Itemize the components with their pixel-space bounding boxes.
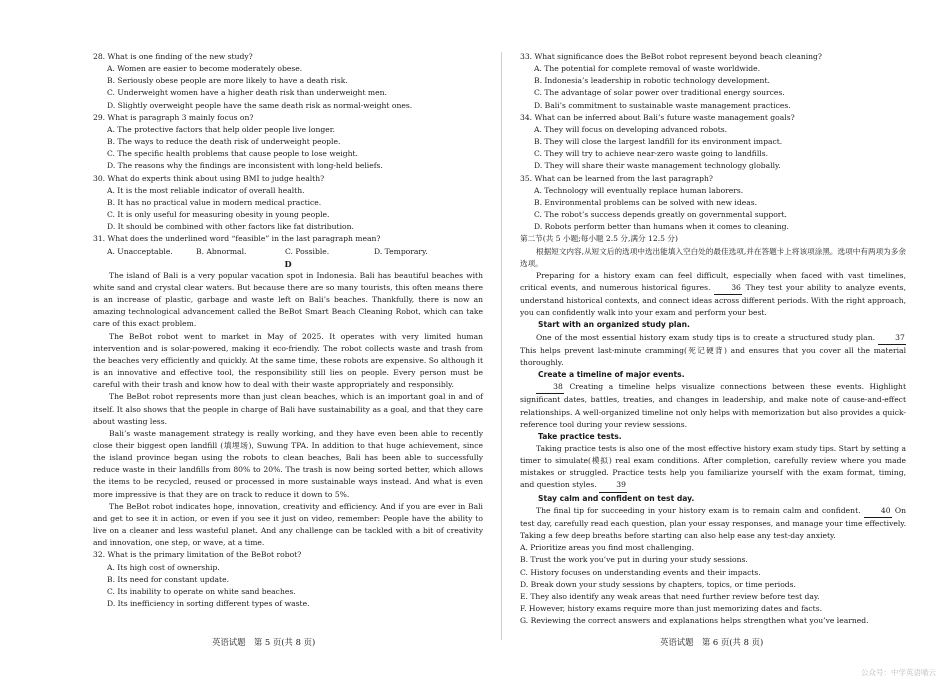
q29-option-b: B. The ways to reduce the death risk of underweight people.: [107, 137, 341, 147]
question-28-stem: 28. What is one finding of the new study?: [93, 52, 253, 61]
q35-option-c: C. The robot’s success depends greatly on governmental support.: [534, 210, 787, 220]
cloze-choice-g: G. Reviewing the correct answers and explanations helps strengthen what you’ve learned.: [520, 616, 869, 626]
q34-option-b: B. They will close the largest landfill for its environment impact.: [534, 137, 783, 147]
q28-option-c: C. Underweight women have a higher death risk than underweight men.: [107, 88, 387, 98]
cloze-p1-text-b: They test your ability to analyze events, understand historical contexts, and connect ideas across different periods. With the right approach, you can confidently walk into your exam and perform your best.: [520, 282, 906, 318]
cloze-p2-text-b: This helps prevent last-minute cramming(死记硬背) and ensures that you cover all the material thoroughly.: [520, 345, 906, 367]
cloze-choice-c: C. History focuses on understanding events and their impacts.: [520, 567, 761, 577]
section-2-instruction: 根据短文内容,从短文后的选项中选出能填入空白处的最佳选项,并在答题卡上将该项涂黑。选项中有两项为多余选项。: [520, 246, 906, 268]
q32-option-c: C. Its inability to operate on white sand beaches.: [107, 586, 296, 596]
right-column: [520, 51, 906, 627]
q31-option-a: A. Unacceptable.: [107, 246, 173, 256]
passage-d-paragraph-4: Bali’s waste management strategy is really working, and they have even been able to recently close their biggest open landfill (填埋场), Suwung TPA. In addition to that huge achievement, since the island province began using the robots to clean beaches, Bali has been able to successfully reduce waste in their landfills from 80% to 20%. The trash is now being sorted better, which allows the items to be recycled, reused or processed in more sustainable ways instead. And what is even more impressive is that they are on track to reduce it down to 5%.: [93, 428, 483, 499]
q29-option-d: D. The reasons why the findings are inconsistent with long-held beliefs.: [107, 161, 383, 171]
blank-39: 39: [599, 479, 627, 492]
passage-d-paragraph-3: The BeBot robot represents more than just clean beaches, which is an important goal in and of itself. It also shows that the people in charge of Bali have sustainability as a goal, and that they care about wasting less.: [93, 392, 483, 426]
q33-option-b: B. Indonesia’s leadership in robotic technology development.: [534, 76, 770, 86]
watermark: 公众号：中学英语喵云: [861, 668, 936, 677]
cloze-p3-text: Creating a timeline helps visualize connections between these events. Highlight significant dates, battles, treaties, and changes in leadership, and make note of cause-and-effect relationships. A well-organized timeline not only helps with memorization but also provides a quick-reference tool during your review sessions.: [520, 382, 906, 429]
question-30-stem: 30. What do experts think about using BMI to judge health?: [93, 173, 325, 183]
question-33-stem: 33. What significance does the BeBot robot represent beyond beach cleaning?: [520, 52, 822, 61]
column-divider: [501, 52, 502, 640]
q34-option-d: D. They will share their waste management technology globally.: [534, 161, 781, 171]
cloze-p4-text: Taking practice tests is also one of the most effective history exam study tips. Start by setting a timer to simulate(模拟) real exam conditions. After completion, carefully review where you made mistakes or struggled. Practice tests help you familiarize yourself with the exam format, timing, and question styles.: [520, 444, 906, 490]
cloze-heading-3: Take practice tests.: [538, 431, 622, 441]
left-column: [93, 51, 483, 610]
q28-option-b: B. Seriously obese people are more likely to have a death risk.: [107, 76, 348, 86]
passage-d-label: D: [284, 258, 292, 269]
passage-d-paragraph-1: The island of Bali is a very popular vacation spot in Indonesia. Bali has beautiful beaches with white sand and crystal clear waters. But because there are so many tourists, this often means there is an increase of plastic, garbage and waste left on Bali’s beaches. Thankfully, there is now an amazing technological advancement called the BeBot Smart Beach Cleaning Robot, which can take care of this exact problem.: [93, 270, 483, 329]
q30-option-b: B. It has no practical value in modern medical practice.: [107, 197, 322, 207]
passage-d-paragraph-5: The BeBot robot indicates hope, innovation, creativity and efficiency. And if you are ever in Bali and get to see it in action, or even if you see it just on video, remember: People have the ability to live on a cleaner and less wasteful planet. And any challenge can be tackled with a bit of creativity and innovation, one step, or wave, at a time.: [93, 501, 483, 548]
q34-option-a: A. They will focus on developing advanced robots.: [534, 124, 728, 134]
cloze-p5-text-b: On test day, carefully read each question, plan your essay responses, and manage your time effectively. Taking a few deep breaths before starting can also help ease any test-day anxiety.: [520, 505, 906, 541]
cloze-choice-a: A. Prioritize areas you find most challenging.: [520, 543, 694, 553]
q33-option-a: A. The potential for complete removal of waste worldwide.: [534, 64, 761, 74]
cloze-choice-e: E. They also identify any weak areas that need further review before test day.: [520, 591, 820, 601]
cloze-choice-f: F. However, history exams require more than just memorizing dates and facts.: [520, 604, 823, 614]
cloze-paragraph-1: [520, 270, 906, 320]
cloze-p2-text-a: One of the most essential history exam study tips is to create a structured study plan.: [536, 332, 876, 342]
question-34-stem: 34. What can be inferred about Bali’s future waste management goals?: [520, 112, 795, 122]
passage-d-paragraph-2: The BeBot robot went to market in May of 2025. It operates with very limited human intervention and is solar-powered, making it eco-friendly. The robot collects waste and trash from the beaches very efficiently and quickly. At the same time, these robots are expensive. So although it is an innovative and effective tool, the responsibility still lies on people. Every person must be careful with their trash and know how to deal with their waste appropriately and responsibly.: [93, 331, 483, 390]
q30-option-c: C. It is only useful for measuring obesity in young people.: [107, 210, 330, 220]
q28-option-a: A. Women are easier to become moderately obese.: [107, 64, 303, 74]
blank-38: 38: [536, 381, 564, 394]
q33-option-d: D. Bali’s commitment to sustainable waste management practices.: [534, 100, 791, 110]
cloze-p5-text-a: The final tip for succeeding in your history exam is to remain calm and confident.: [536, 505, 861, 515]
cloze-paragraph-4: [520, 443, 906, 493]
q30-option-a: A. It is the most reliable indicator of overall health.: [107, 185, 305, 195]
q31-option-c: C. Possible.: [285, 246, 330, 256]
cloze-heading-1: Start with an organized study plan.: [538, 320, 690, 330]
cloze-p1-text-a: Preparing for a history exam can feel difficult, especially when faced with vast timelines, critical events, and numerous historical figures.: [520, 270, 906, 292]
question-32-stem: 32. What is the primary limitation of the BeBot robot?: [93, 550, 302, 560]
q32-option-a: A. Its high cost of ownership.: [107, 562, 220, 572]
cloze-paragraph-2: [520, 332, 906, 369]
cloze-choice-d: D. Break down your study sessions by chapters, topics, or time periods.: [520, 579, 796, 589]
q34-option-c: C. They will try to achieve near-zero waste going to landfills.: [534, 149, 769, 159]
q32-option-d: D. Its inefficiency in sorting different types of waste.: [107, 599, 310, 609]
cloze-choice-b: B. Trust the work you’ve put in during your study sessions.: [520, 555, 748, 565]
question-35-stem: 35. What can be learned from the last paragraph?: [520, 173, 713, 183]
q31-option-d: D. Temporary.: [374, 246, 428, 256]
page-footer-left: 英语试题 第 5 页(共 8 页): [212, 637, 316, 647]
q29-option-c: C. The specific health problems that cause people to lose weight.: [107, 149, 358, 159]
q31-options: [107, 246, 483, 258]
q35-option-d: D. Robots perform better than humans when it comes to cleaning.: [534, 222, 789, 232]
question-29-stem: 29. What is paragraph 3 mainly focus on?: [93, 112, 254, 122]
blank-40: 40: [864, 505, 892, 518]
q31-option-b: B. Abnormal.: [196, 246, 247, 256]
question-31-stem: 31. What does the underlined word “feasible” in the last paragraph mean?: [93, 234, 381, 244]
cloze-paragraph-3: [520, 381, 906, 431]
page-footer-right: 英语试题 第 6 页(共 8 页): [660, 637, 764, 647]
q35-option-b: B. Environmental problems can be solved with new ideas.: [534, 197, 758, 207]
q28-option-d: D. Slightly overweight people have the same death risk as normal-weight ones.: [107, 100, 413, 110]
blank-36: 36: [714, 282, 742, 295]
cloze-heading-2: Create a timeline of major events.: [538, 370, 685, 380]
cloze-heading-4: Stay calm and confident on test day.: [538, 493, 695, 503]
section-2-title: 第二节(共 5 小题;每小题 2.5 分,满分 12.5 分): [520, 234, 678, 244]
cloze-paragraph-5: [520, 505, 906, 542]
q35-option-a: A. Technology will eventually replace human laborers.: [534, 185, 744, 195]
q32-option-b: B. Its need for constant update.: [107, 574, 229, 584]
q33-option-c: C. The advantage of solar power over traditional energy sources.: [534, 88, 785, 98]
q30-option-d: D. It should be combined with other factors like fat distribution.: [107, 222, 354, 232]
blank-37: 37: [878, 332, 906, 345]
q29-option-a: A. The protective factors that help older people live longer.: [107, 124, 335, 134]
